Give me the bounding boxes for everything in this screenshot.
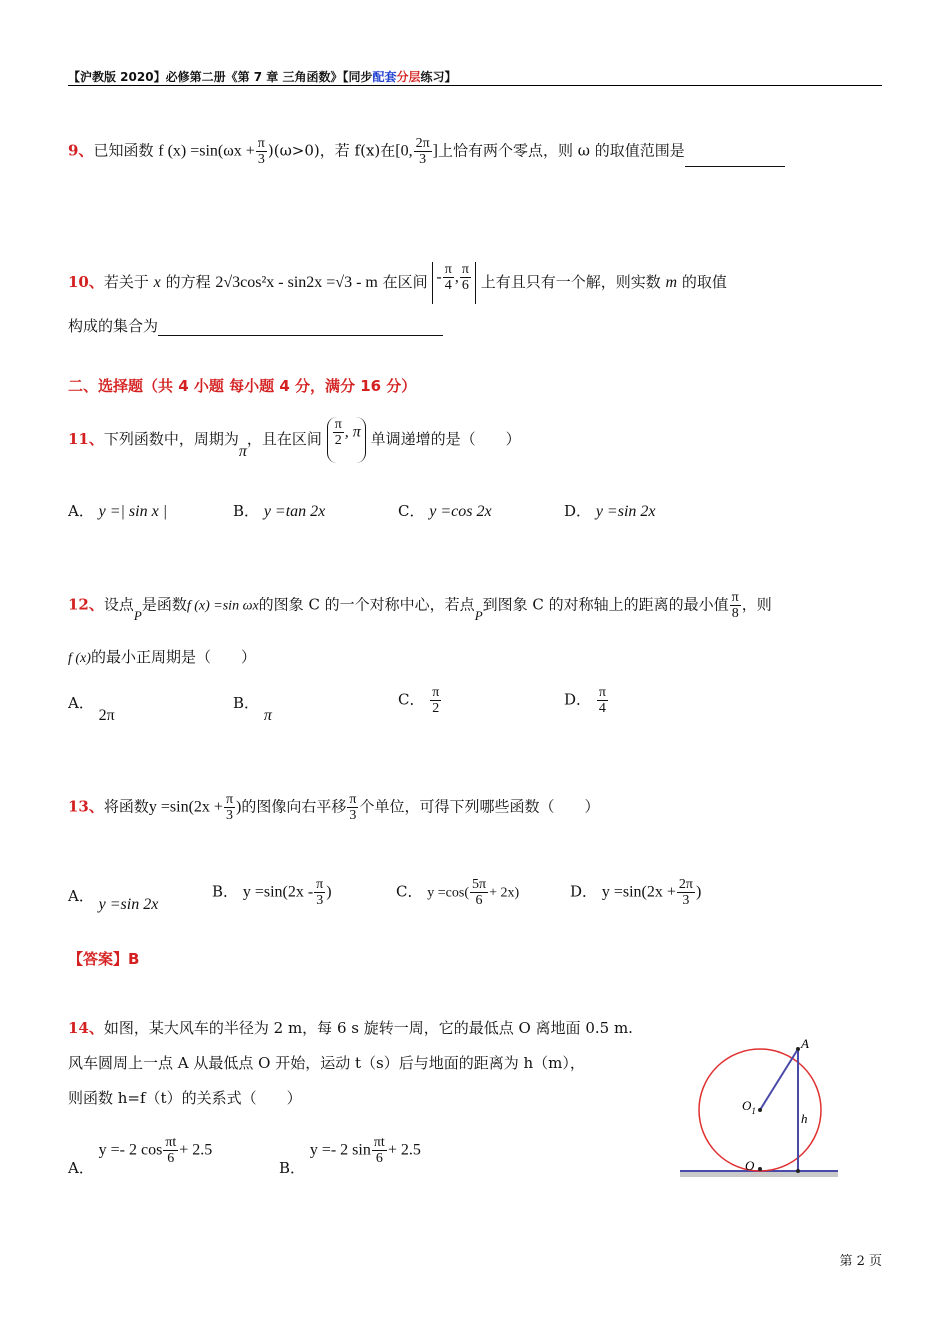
label-o1-main: O — [742, 1098, 752, 1113]
q13-option-d-post: ) — [695, 883, 702, 901]
q12-option-b-label: B． — [233, 694, 260, 712]
q10-text: 若关于 — [103, 273, 149, 291]
q13-option-a-expr: y =sin 2x — [98, 896, 159, 913]
q12-option-c[interactable] — [398, 685, 442, 716]
q10-post: 上有且只有一个解，则实数 — [480, 273, 661, 291]
q13-frac — [224, 792, 235, 823]
q12-mid3: 到图象 C 的对称轴上的距离的最小值 — [482, 595, 729, 614]
q13-option-a[interactable] — [68, 885, 159, 913]
q11-option-b-expr: y =tan 2x — [263, 503, 326, 520]
q12-option-c-num: π — [432, 685, 440, 700]
q14-option-a-label: A． — [68, 1158, 94, 1177]
q10-answer-blank[interactable] — [158, 335, 443, 336]
q13-frac-den: 3 — [225, 808, 233, 823]
q12-p: P — [133, 607, 142, 623]
q13-option-c-num: 5π — [472, 877, 487, 892]
question-10 — [68, 262, 727, 304]
q11-interval — [327, 417, 366, 463]
point-o — [758, 1167, 762, 1171]
label-o1 — [742, 1098, 756, 1116]
label-o1-sub: 1 — [751, 1106, 756, 1116]
q14-option-b-post: + 2.5 — [387, 1141, 421, 1159]
question-14 — [68, 1017, 633, 1038]
q11-pi: π — [238, 443, 247, 460]
q9-cond: )(ω>0)，若 f(x)在 — [267, 141, 396, 160]
q13-option-c-pre: y =cos( — [427, 885, 469, 901]
q14-option-b-frac — [372, 1135, 387, 1166]
q11-option-b[interactable] — [233, 500, 325, 521]
q14-option-a-pre: y =- 2 cos — [98, 1141, 163, 1159]
q12-option-a[interactable] — [68, 692, 115, 724]
q13-option-b-den: 3 — [316, 893, 324, 908]
q12-option-d[interactable] — [564, 685, 609, 716]
q11-option-a[interactable] — [68, 500, 167, 521]
q11-number: 11、 — [68, 430, 104, 448]
q12-option-b[interactable] — [233, 692, 272, 724]
q12-option-a-label: A． — [68, 694, 94, 712]
q11-frac-num: π — [334, 417, 342, 432]
q10-comma: , — [454, 268, 459, 286]
q13-option-d-pre: y =sin(2x + — [601, 883, 676, 901]
q14-option-b[interactable] — [279, 1135, 421, 1177]
q14-option-a-post: + 2.5 — [179, 1141, 213, 1159]
q14-line3: 则函数 h=f（t）的关系式（ ） — [68, 1089, 302, 1107]
q11-mid: ，且在区间 — [246, 430, 322, 448]
q10-neg: - — [436, 268, 442, 286]
q12-line2: 的最小正周期是（ ） — [90, 648, 256, 666]
q14-option-b-den: 6 — [375, 1151, 383, 1166]
q10-frac2 — [460, 262, 471, 293]
q11-option-c-expr: y =cos 2x — [429, 503, 492, 520]
q11-frac-den: 2 — [334, 433, 342, 448]
page-header — [68, 68, 457, 85]
q10-interval — [432, 262, 475, 304]
header-blue: 配套 — [372, 70, 397, 84]
point-a — [796, 1047, 800, 1051]
question-12-line2 — [68, 646, 256, 667]
q13-option-d-frac — [677, 877, 695, 908]
q12-p2: P — [474, 607, 483, 623]
q13-option-b[interactable] — [212, 877, 332, 908]
q12-frac-num: π — [731, 590, 739, 605]
q14-option-a-num: πt — [165, 1135, 177, 1150]
q9-number: 9、 — [68, 141, 94, 160]
q12-mid: 是函数 — [141, 595, 187, 614]
q11-option-c[interactable] — [398, 500, 492, 521]
q12-number: 12、 — [68, 595, 104, 614]
q12-mid2: 的图象 C 的一个对称中心，若点 — [258, 595, 475, 614]
header-text: 【沪教版 2020】必修第二册《第 7 章 三角函数》【同步 — [68, 70, 373, 84]
q11-frac — [333, 417, 344, 448]
q9-frac2-den: 3 — [419, 152, 427, 167]
q12-option-d-label: D． — [564, 690, 592, 709]
q9-func: f (x) =sin(ωx + — [158, 142, 255, 160]
q12-option-d-num: π — [598, 685, 606, 700]
q13-number: 13、 — [68, 797, 104, 816]
q13-option-d-label: D． — [570, 882, 598, 901]
q11-option-c-label: C． — [398, 502, 425, 520]
q10-frac1-den: 4 — [444, 278, 452, 293]
q9-answer-blank[interactable] — [685, 166, 785, 167]
label-a: A — [801, 1036, 809, 1051]
q13-option-b-num: π — [316, 877, 324, 892]
q12-post: ，则 — [741, 595, 772, 614]
q10-line2: 构成的集合为 — [68, 317, 159, 335]
q10-frac1 — [443, 262, 454, 293]
question-11 — [68, 417, 521, 463]
windmill-figure — [675, 1030, 845, 1182]
q13-option-a-label: A． — [68, 887, 94, 905]
q12-option-c-frac — [430, 685, 441, 716]
q13-option-c-label: C． — [396, 882, 423, 901]
section-2-title: 二、选择题（共 4 小题 每小题 4 分，满分 16 分） — [68, 377, 417, 395]
answer-label: 【答案】B — [68, 950, 140, 968]
q10-mid: 的方程 — [165, 273, 211, 291]
q12-option-d-den: 4 — [598, 701, 606, 716]
q14-option-b-num: πt — [373, 1135, 385, 1150]
q12-option-c-den: 2 — [432, 701, 440, 716]
q13-post: 个单位，可得下列哪些函数（ ） — [359, 797, 600, 816]
q11-option-d-expr: y =sin 2x — [595, 503, 656, 520]
q13-func: y =sin(2x + — [148, 798, 223, 816]
q10-mid2: 在区间 — [382, 273, 428, 291]
q10-post2: 的取值 — [681, 273, 727, 291]
q14-option-b-label: B． — [279, 1158, 306, 1177]
q13-option-c-den: 6 — [475, 893, 483, 908]
q13-option-b-frac — [314, 877, 325, 908]
q13-mid2: 的图像向右平移 — [241, 797, 347, 816]
q10-x: x — [153, 274, 161, 291]
q9-rbr: ] — [432, 142, 438, 160]
q13-frac2-den: 3 — [349, 808, 357, 823]
q13-frac2 — [347, 792, 358, 823]
q11-option-b-label: B． — [233, 502, 260, 520]
q13-option-d-den: 3 — [682, 893, 690, 908]
q10-equation: 2√3cos²x - sin2x =√3 - m — [215, 274, 378, 291]
q14-option-a-frac — [163, 1135, 178, 1166]
q11-option-d-label: D． — [564, 502, 592, 520]
q9-frac2 — [414, 136, 432, 167]
q13-text: 将函数 — [103, 797, 149, 816]
q13-option-d[interactable] — [570, 877, 701, 908]
radius-line — [760, 1049, 798, 1110]
q10-frac1-num: π — [444, 262, 452, 277]
q13-frac-num: π — [225, 792, 234, 807]
question-13 — [68, 792, 599, 823]
q11-pi3: , π — [344, 423, 361, 441]
q13-option-d-num: 2π — [678, 877, 693, 892]
header-red: 分层 — [396, 70, 421, 84]
label-o: O — [745, 1158, 755, 1173]
q12-option-c-label: C． — [398, 690, 425, 709]
q14-line1: 如图，某大风车的半径为 2 m，每 6 s 旋转一周，它的最低点 O 离地面 0.5 m. — [103, 1019, 633, 1037]
q11-text: 下列函数中，周期为 — [103, 430, 239, 448]
q12-frac — [730, 590, 741, 621]
q13-option-c-frac — [470, 877, 488, 908]
q11-option-a-label: A． — [68, 502, 94, 520]
q12-line2-func: f (x) — [68, 651, 91, 666]
header-tail: 练习】 — [420, 70, 457, 84]
q13-option-b-pre: y =sin(2x - — [242, 883, 314, 901]
q9-frac-den: 3 — [257, 152, 265, 167]
q12-text: 设点 — [103, 595, 134, 614]
q10-frac2-den: 6 — [461, 278, 469, 293]
page-number: 第 2 页 — [839, 1254, 882, 1269]
q10-frac2-num: π — [461, 262, 469, 277]
q13-option-b-post: ) — [326, 883, 332, 901]
q9-text: 已知函数 — [93, 141, 154, 160]
header-rule — [68, 85, 882, 86]
question-12 — [68, 590, 772, 621]
foot-point — [796, 1169, 800, 1173]
q14-line2: 风车圆周上一点 A 从最低点 O 开始，运动 t（s）后与地面的距离为 h（m）， — [68, 1054, 585, 1072]
q13-option-b-label: B． — [212, 882, 239, 901]
q12-frac-den: 8 — [731, 606, 739, 621]
q14-option-b-pre: y =- 2 sin — [309, 1141, 371, 1159]
label-h: h — [801, 1111, 808, 1126]
q9-frac-num: π — [257, 136, 265, 151]
q13-frac2-num: π — [349, 792, 357, 807]
q14-number: 14、 — [68, 1019, 104, 1037]
q12-option-d-frac — [597, 685, 608, 716]
q12-option-a-expr: 2π — [98, 707, 115, 724]
q9-post: 上恰有两个零点，则 ω 的取值范围是 — [438, 141, 685, 160]
q11-option-d[interactable] — [564, 500, 655, 521]
question-9 — [68, 136, 785, 167]
q10-m: m — [665, 274, 678, 291]
q14-option-a[interactable] — [68, 1135, 213, 1177]
q13-paren: ) — [236, 798, 242, 816]
q12-option-b-expr: π — [263, 707, 272, 724]
center-point — [758, 1108, 762, 1112]
q9-interval: [0, — [395, 142, 413, 160]
q9-frac — [256, 136, 267, 167]
q9-frac2-num: 2π — [415, 136, 430, 151]
q13-option-c[interactable] — [396, 877, 519, 908]
q12-func: f (x) =sin ωx — [186, 598, 259, 614]
q11-post: 单调递增的是（ ） — [370, 430, 521, 448]
q13-option-c-post: + 2x) — [489, 885, 520, 901]
q10-number: 10、 — [68, 273, 104, 291]
q11-option-a-expr: y =| sin x | — [98, 503, 168, 520]
question-10-line2 — [68, 315, 443, 336]
q14-option-a-den: 6 — [167, 1151, 175, 1166]
